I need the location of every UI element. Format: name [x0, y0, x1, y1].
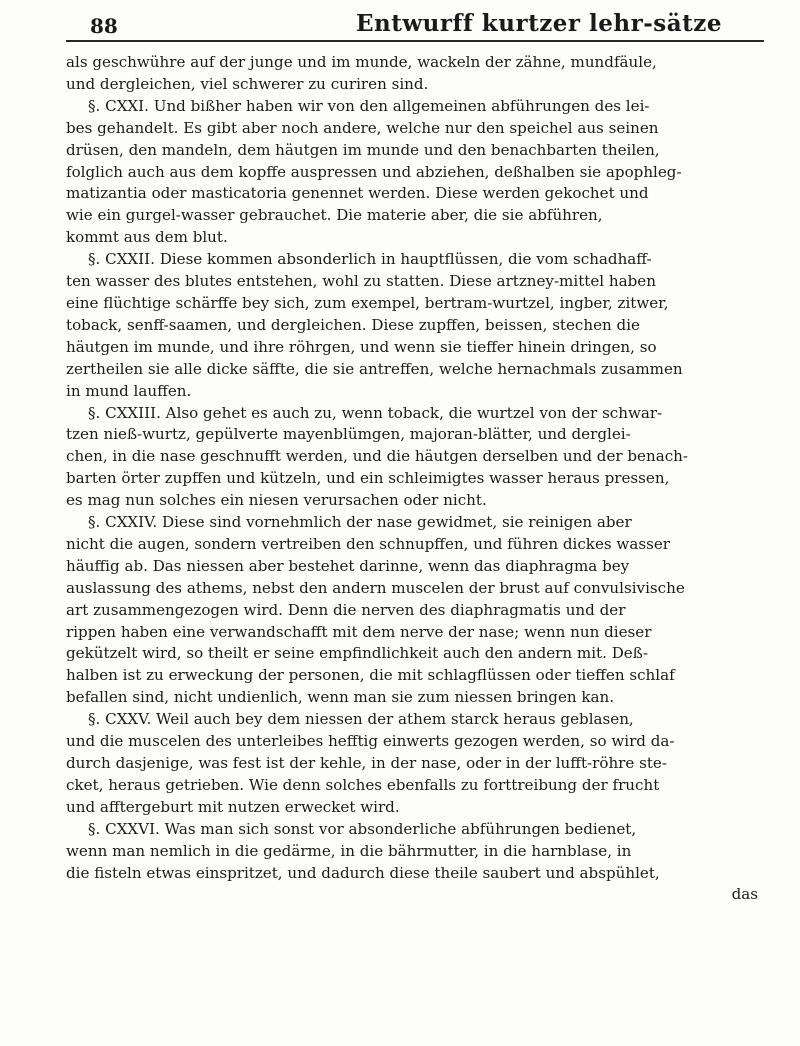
text-line: es mag nun solches ein niesen verursachen oder nicht. — [66, 491, 487, 510]
text-line: toback, senff-saamen, und dergleichen. Diese zupffen, beissen, stechen die — [66, 315, 640, 334]
paragraph-123: §. CXXIII. Also gehet es auch zu, wenn toback, die wurtzel von der schwar- — [88, 403, 663, 422]
text-line: chen, in die nase geschnufft werden, und die häutgen derselben und der benach- — [66, 447, 688, 466]
text-line: tzen nieß-wurtz, gepülverte mayenblümgen, majoran-blätter, und derglei- — [66, 425, 631, 444]
text-line: durch dasjenige, was fest ist der kehle, in der nase, oder in der lufft-röhre ste- — [66, 754, 667, 772]
paragraph-124: §. CXXIV. Diese sind vornehmlich der nase gewidmet, sie reinigen aber — [88, 513, 632, 532]
text-line: drüsen, den mandeln, dem häutgen im munde und den benachbarten theilen, — [66, 140, 660, 159]
text-line: barten örter zupffen und kützeln, und ein schleimigtes wasser heraus pressen, — [66, 469, 670, 488]
text-line: und dergleichen, viel schwerer zu curiren sind. — [66, 74, 429, 93]
text-line: und die muscelen des unterleibes hefftig einwerts gezogen werden, so wird da- — [66, 732, 675, 751]
running-title: Entwurff kurtzer lehr-sätze — [356, 10, 722, 37]
text-line: nicht die augen, sondern vertreiben den schnupffen, und führen dickes wasser — [66, 534, 670, 553]
paragraph-126: §. CXXVI. Was man sich sonst vor absonderliche abführungen bedienet, — [88, 819, 637, 838]
text-line: eine flüchtige schärffe bey sich, zum exempel, bertram-wurtzel, ingber, zitwer, — [66, 293, 669, 312]
text-line: befallen sind, nicht undienlich, wenn man sie zum niessen bringen kan. — [66, 688, 615, 707]
body-text — [66, 52, 764, 906]
paragraph-125: §. CXXV. Weil auch bey dem niessen der athem starck heraus geblasen, — [88, 710, 634, 729]
text-line: cket, heraus getrieben. Wie denn solches ebenfalls zu forttreibung der frucht — [66, 775, 660, 794]
text-line: bes gehandelt. Es gibt aber noch andere, welche nur den speichel aus seinen — [66, 118, 659, 137]
text-line: zertheilen sie alle dicke säffte, die sie antreffen, welche hernachmals zusammen — [66, 359, 683, 378]
text-line: ten wasser des blutes entstehen, wohl zu statten. Diese artzney-mittel haben — [66, 272, 656, 291]
paragraph-122: §. CXXII. Diese kommen absonderlich in hauptflüssen, die vom schadhaff- — [88, 250, 652, 269]
page-header — [66, 6, 764, 42]
text-line: die fisteln etwas einspritzet, und dadurch diese theile saubert und abspühlet, — [66, 863, 660, 882]
page-number: 88 — [90, 14, 118, 38]
text-line: in mund lauffen. — [66, 381, 192, 400]
text-line: kommt aus dem blut. — [66, 228, 228, 247]
text-line: und afftergeburt mit nutzen erwecket wird. — [66, 797, 400, 816]
text-line: rippen haben eine verwandschafft mit dem nerve der nase; wenn nun dieser — [66, 622, 652, 641]
text-line: als geschwühre auf der junge und im munde, wackeln der zähne, mundfäule, — [66, 53, 657, 71]
text-line: matizantia oder masticatoria genennet werden. Diese werden gekochet und — [66, 184, 649, 203]
text-line: auslassung des athems, nebst den andern muscelen der brust auf convulsivische — [66, 578, 685, 597]
text-line: wenn man nemlich in die gedärme, in die bährmutter, in die harnblase, in — [66, 841, 632, 860]
paragraph-121: §. CXXI. Und bißher haben wir von den allgemeinen abführungen des lei- — [88, 96, 650, 115]
catchword: das — [731, 885, 758, 904]
text-line: häuffig ab. Das niessen aber bestehet darinne, wenn das diaphragma bey — [66, 556, 630, 575]
text-line: halben ist zu erweckung der personen, die mit schlagflüssen oder tieffen schlaf — [66, 666, 675, 685]
text-line: gekützelt wird, so theilt er seine empfindlichkeit auch den andern mit. Deß- — [66, 644, 648, 663]
text-line: art zusammengezogen wird. Denn die nerven des diaphragmatis und der — [66, 600, 626, 619]
text-line: wie ein gurgel-wasser gebrauchet. Die materie aber, die sie abführen, — [66, 206, 603, 225]
text-line: häutgen im munde, und ihre röhrgen, und wenn sie tieffer hinein dringen, so — [66, 337, 657, 356]
text-line: folglich auch aus dem kopffe auspressen und abziehen, deßhalben sie apophleg- — [66, 162, 682, 181]
